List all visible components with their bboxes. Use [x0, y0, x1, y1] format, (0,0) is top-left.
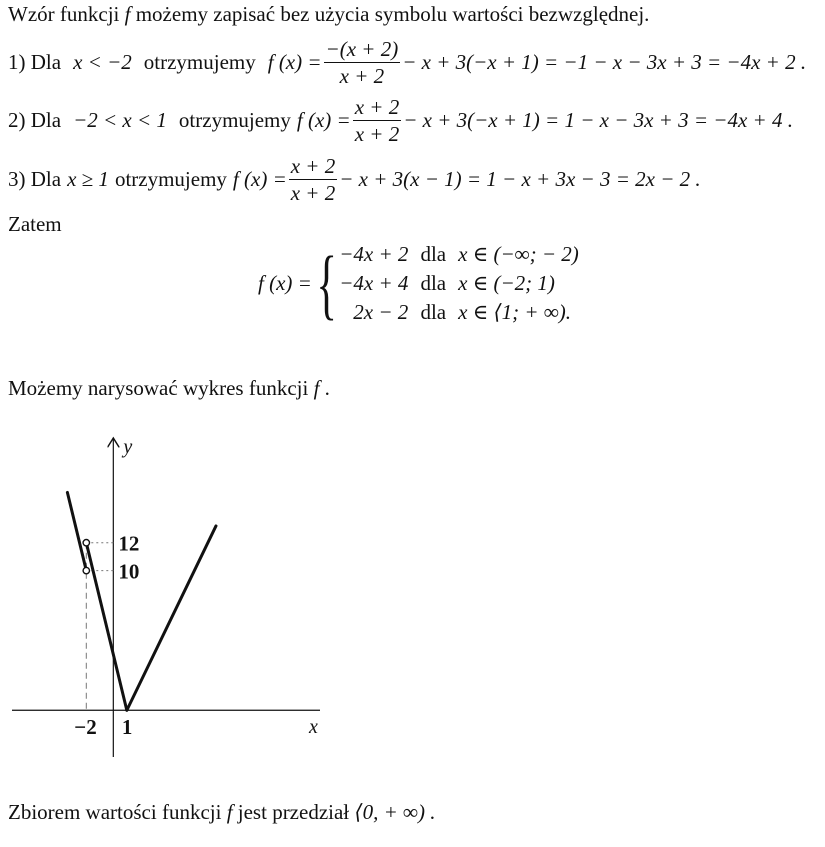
- case-2-label: 2) Dla: [8, 108, 62, 133]
- piecewise-expr: −4x + 4: [339, 271, 409, 295]
- y-tick-label: 12: [118, 531, 140, 556]
- case-1-denominator: x + 2: [339, 64, 385, 89]
- open-point-2: [83, 567, 89, 573]
- case-3-label: 3) Dla: [8, 167, 62, 192]
- x-axis-label: x: [309, 716, 318, 739]
- piecewise-lhs: f (x) =: [258, 271, 312, 295]
- case-3-mid: otrzymujemy: [114, 167, 227, 192]
- piecewise-domain: x ∈ (−∞; − 2): [458, 242, 579, 266]
- case-1-condition: x < −2: [73, 50, 132, 75]
- conclusion-text-2: jest przedział: [232, 800, 355, 824]
- open-point-1: [83, 540, 89, 546]
- case-2-rest: − x + 3(−x + 1) = 1 − x − 3x + 3 = −4x + 4 .: [403, 108, 793, 133]
- case-3-condition: x ≥ 1: [67, 167, 109, 192]
- piecewise-dla: dla: [420, 242, 447, 266]
- left-brace: {: [316, 239, 337, 327]
- intro-text-1: Wzór funkcji: [8, 2, 125, 26]
- piecewise-dla: dla: [420, 271, 447, 295]
- case-2-fx: f (x) =: [296, 108, 351, 133]
- case-1-rest: − x + 3(−x + 1) = −1 − x − 3x + 3 = −4x + 2 .: [402, 50, 807, 75]
- case-2-condition: −2 < x < 1: [73, 108, 167, 133]
- y-axis-label: y: [123, 436, 133, 458]
- case-2-denominator: x + 2: [354, 122, 400, 147]
- case-2-mid: otrzymujemy: [178, 108, 291, 133]
- piecewise-domain: x ∈ (−2; 1): [458, 271, 555, 295]
- intro-text-2: możemy zapisać bez użycia symbolu wartości bezwzględnej.: [130, 2, 650, 26]
- case-3-numerator: x + 2: [289, 155, 338, 180]
- case-1-fx: f (x) =: [267, 50, 322, 75]
- intro-f: f: [124, 2, 131, 26]
- case-1-mid: otrzymujemy: [143, 50, 256, 75]
- graph-intro-text-2: .: [319, 376, 330, 400]
- y-tick-label: 10: [118, 559, 140, 584]
- case-1-numerator: −(x + 2): [324, 38, 401, 63]
- conclusion-text-1: Zbiorem wartości funkcji: [8, 800, 227, 824]
- graph-intro-f: f: [313, 376, 320, 400]
- piecewise-expr: 2x − 2: [353, 300, 409, 324]
- graph-intro-text-1: Możemy narysować wykres funkcji: [8, 376, 314, 400]
- zatem-label: Zatem: [8, 212, 62, 236]
- case-2-numerator: x + 2: [353, 96, 402, 121]
- piecewise-domain: x ∈ ⟨1; + ∞).: [458, 300, 572, 324]
- series-line-1: [67, 492, 86, 570]
- case-3-denominator: x + 2: [290, 181, 336, 206]
- conclusion: [8, 800, 435, 825]
- case-1-label: 1) Dla: [8, 50, 62, 75]
- x-tick-label: −2: [74, 715, 97, 740]
- piecewise-dla: dla: [420, 300, 447, 324]
- conclusion-interval: ⟨0, + ∞) .: [354, 800, 436, 824]
- case-3-rest: − x + 3(x − 1) = 1 − x + 3x − 3 = 2x − 2 .: [339, 167, 701, 192]
- case-3-fx: f (x) =: [232, 167, 287, 192]
- x-tick-label: 1: [121, 715, 133, 740]
- series-line-3: [127, 526, 216, 710]
- piecewise-expr: −4x + 2: [339, 242, 409, 266]
- conclusion-f: f: [226, 800, 233, 824]
